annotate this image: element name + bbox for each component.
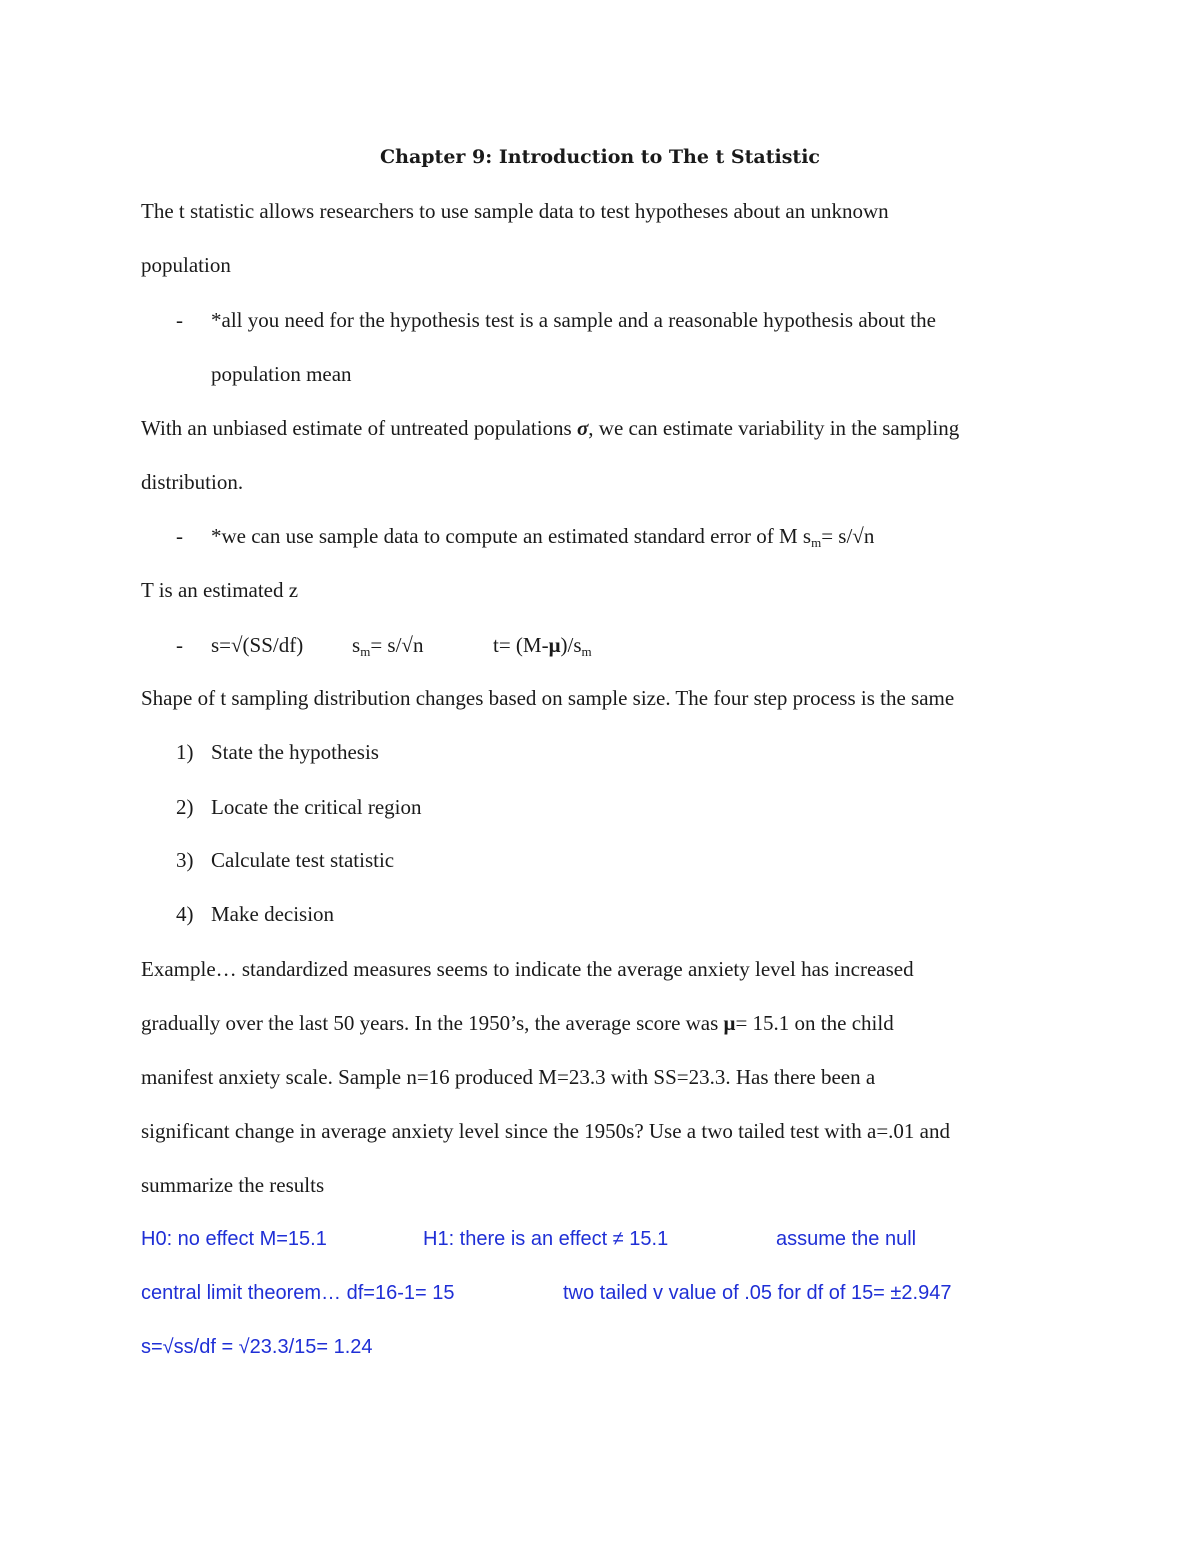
bullet-2	[211, 522, 874, 557]
bullet-dash: -	[176, 524, 183, 548]
example-line-3: manifest anxiety scale. Sample n=16 produced M=23.3 with SS=23.3. Has there been a	[141, 1065, 876, 1089]
intro-paragraph-line-2: population	[141, 253, 231, 277]
answer-degrees-of-freedom: central limit theorem… df=16-1= 15	[141, 1282, 455, 1304]
step-text: Calculate test statistic	[211, 848, 395, 872]
formula-t-pre: t= (M-	[493, 633, 549, 657]
step-text: State the hypothesis	[211, 740, 379, 764]
example-line-1: Example… standardized measures seems to indicate the average anxiety level has increased	[141, 957, 914, 981]
bullet-dash: -	[176, 308, 183, 332]
step-number: 4)	[176, 902, 194, 926]
step-text: Locate the critical region	[211, 795, 422, 819]
sigma-symbol: σ	[576, 416, 589, 440]
estimate-text-pre: With an unbiased estimate of untreated populations	[141, 416, 577, 440]
estimate-text-post: , we can estimate variability in the sampling	[588, 416, 960, 440]
example-line-2-post: = 15.1 on the child	[735, 1011, 894, 1035]
formula-t	[493, 631, 592, 666]
example-line-5: summarize the results	[141, 1173, 325, 1197]
formula-sm-rest: = s/√n	[370, 633, 424, 657]
bullet-2-text: *we can use sample data to compute an estimated standard error of M s	[211, 524, 812, 548]
bullet-1-line-2: population mean	[211, 362, 352, 386]
estimate-paragraph-line-2: distribution.	[141, 470, 244, 494]
t-estimate-line: T is an estimated z	[141, 578, 299, 602]
shape-paragraph: Shape of t sampling distribution changes based on sample size. The four step process is the same	[141, 686, 955, 710]
answer-h0: H0: no effect M=15.1	[141, 1228, 327, 1250]
example-line-2-pre: gradually over the last 50 years. In the 1950’s, the average score was	[141, 1011, 724, 1035]
formula-t-post: )/s	[560, 633, 582, 657]
bullet-dash: -	[176, 633, 183, 657]
subscript-m: m	[811, 535, 822, 550]
step-number: 2)	[176, 795, 194, 819]
page-title: Chapter 9: Introduction to The t Statistic	[380, 146, 820, 168]
answer-assume-null: assume the null	[776, 1228, 917, 1250]
subscript-m: m	[581, 644, 592, 659]
subscript-m: m	[360, 644, 371, 659]
answer-h1: H1: there is an effect ≠ 15.1	[423, 1228, 669, 1250]
step-number: 3)	[176, 848, 194, 872]
step-number: 1)	[176, 740, 194, 764]
example-line-2	[141, 1009, 894, 1037]
step-text: Make decision	[211, 902, 335, 926]
formula-sm	[352, 631, 423, 666]
mu-symbol: μ	[723, 1011, 736, 1035]
answer-critical-value: two tailed v value of .05 for df of 15= ±2.947	[563, 1282, 952, 1304]
mu-symbol: μ	[548, 633, 561, 657]
example-line-4: significant change in average anxiety level since the 1950s? Use a two tailed test with a=.01 and	[141, 1119, 950, 1143]
bullet-2-formula-tail: = s/√n	[821, 524, 875, 548]
estimate-paragraph-line-1	[141, 414, 959, 442]
bullet-1-line-1: *all you need for the hypothesis test is a sample and a reasonable hypothesis about the	[211, 308, 936, 332]
answer-s-computation: s=√ss/df = √23.3/15= 1.24	[141, 1336, 373, 1358]
formula-s: s=√(SS/df)	[211, 633, 304, 657]
formula-sm-s: s	[352, 633, 361, 657]
intro-paragraph-line-1: The t statistic allows researchers to use sample data to test hypotheses about an unknown	[141, 199, 889, 223]
